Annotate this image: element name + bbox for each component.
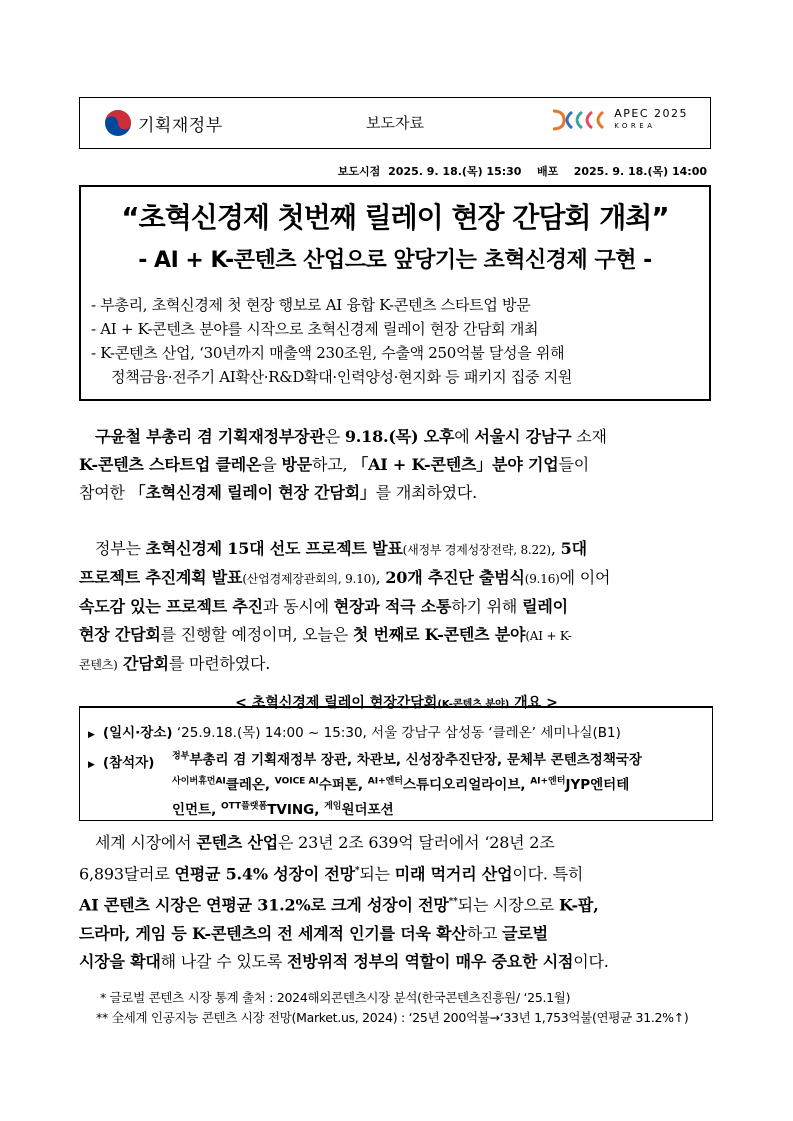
release-info [334,163,707,179]
paragraph-2 [79,535,715,679]
footnote-2: ** 全세계 인공지능 콘텐츠 시장 전망(Market.us, 2024) : ‘25년 200억불→‘33년 1,753억불(연평균 31.2%↑) [96,1010,689,1025]
p2-line: 프로젝트 추진계획 발표(산업경제장관회의, 9.10), 20개 추진단 출범식(9.16)에 이어 [79,568,611,587]
p3-line: 6,893달러로 연평균 5.4% 성장이 전망*되는 미래 먹거리 산업이다. 특히 [79,864,584,884]
p1-line: 구윤철 부총리 겸 기획재정부장관은 9.18.(목) 오후에 서울시 강남구 소재 [95,427,607,446]
triangle-bullet-icon: ▶ [88,730,95,740]
overview-title: < 초혁신경제 릴레이 현장간담회(K-콘텐츠 분야) 개요 > [235,695,558,711]
p3-line: 세계 시장에서 콘텐츠 산업은 23년 2조 639억 달러에서 ‘28년 2조 [95,833,555,852]
apec-korea: KOREA [614,122,656,130]
attendees-line-3: 인먼트, $^{OTT플랫폼}$TVING, $^{게임}$원더포션 [172,801,394,818]
ministry-name: 기획재정부 [138,115,223,136]
doc-type: 보도자료 [366,114,424,132]
p1-line: K-콘텐츠 스타트업 클레온을 방문하고, 「AI + K-콘텐츠」분야 기업들이 [79,455,589,474]
p3-line: 시장을 확대해 나갈 수 있도록 전방위적 정부의 역할이 매우 중요한 시점이다. [79,951,609,971]
release-date-2: 2025. 9. 18.(목) 14:00 [573,165,707,178]
header-box [79,97,711,149]
summary-bullet: - 부총리, 초혁신경제 첫 현장 행보로 AI 융합 K-콘텐츠 스타트업 방문 [91,296,531,314]
overview-when: ▶ (일시·장소) ‘25.9.18.(목) 14:00 ~ 15:30, 서울 강남구 삼성동 ‘클레온’ 세미나실(B1) [88,725,621,741]
page-title: “초혁신경제 첫번째 릴레이 현장 간담회 개최” [121,201,669,234]
p1-line: 참여한 「초혁신경제 릴레이 현장 간담회」를 개최하였다. [79,483,478,502]
release-date-1: 2025. 9. 18.(목) 15:30 [388,165,522,178]
paragraph-3 [79,829,715,976]
p2-line: 정부는 초혁신경제 15대 선도 프로젝트 발표(새정부 경제성장전략, 8.22), 5대 [95,539,587,558]
page-subtitle: - AI + K-콘텐츠 산업으로 앞당기는 초혁신경제 구현 - [138,248,652,273]
summary-bullets [91,293,701,389]
p2-line: 현장 간담회를 진행할 예정이며, 오늘은 첫 번째로 K-콘텐츠 분야(AI + K- [79,625,572,644]
attendees-line-1: $^{정부}$부총리 겸 기획재정부 장관, 차관보, 신성장추진단장, 문체부 콘텐츠정책국장 [172,751,642,768]
release-label-1: 보도시점 [337,165,381,178]
triangle-bullet-icon: ▶ [88,760,95,770]
apec-emblem-icon [550,107,608,133]
summary-bullet: 정책금융·전주기 AI확산·R&D확대·인력양성·현지화 등 패키지 집중 지원 [111,368,573,386]
overview-who: ▶ (참석자) [88,755,155,771]
apec-title: APEC 2025 [614,107,688,120]
title-box [79,185,711,401]
p2-line: 콘텐츠) 간담회를 마련하였다. [79,654,271,673]
summary-bullet: - K-콘텐츠 산업, ‘30년까지 매출액 230조원, 수출액 250억불 달성을 위해 [91,344,565,362]
p3-line: AI 콘텐츠 시장은 연평균 31.2%로 크게 성장이 전망**되는 시장으로 K-팝, [79,895,599,915]
release-label-2: 배포 [536,165,559,178]
apec-logo [550,107,688,133]
p2-line: 속도감 있는 프로젝트 추진과 동시에 현장과 적극 소통하기 위해 릴레이 [79,597,568,616]
p3-line: 드라마, 게임 등 K-콘텐츠의 전 세계적 인기를 더욱 확산하고 글로벌 [79,923,548,943]
footnote-1: * 글로벌 콘텐츠 시장 통계 출처 : 2024해외콘텐츠시장 분석(한국콘텐츠진흥원/ ‘25.1월) [100,990,571,1005]
paragraph-1 [79,423,715,507]
attendees-line-2: $^{사이버휴먼AI}$클레온, $^{VOICE AI}$수퍼톤, $^{AI+엔터}$스튜디오리얼라이브, $^{AI+엔터}$JYP엔터테 [172,776,630,793]
overview-box [79,706,713,821]
summary-bullet: - AI + K-콘텐츠 분야를 시작으로 초혁신경제 릴레이 현장 간담회 개최 [91,320,539,338]
